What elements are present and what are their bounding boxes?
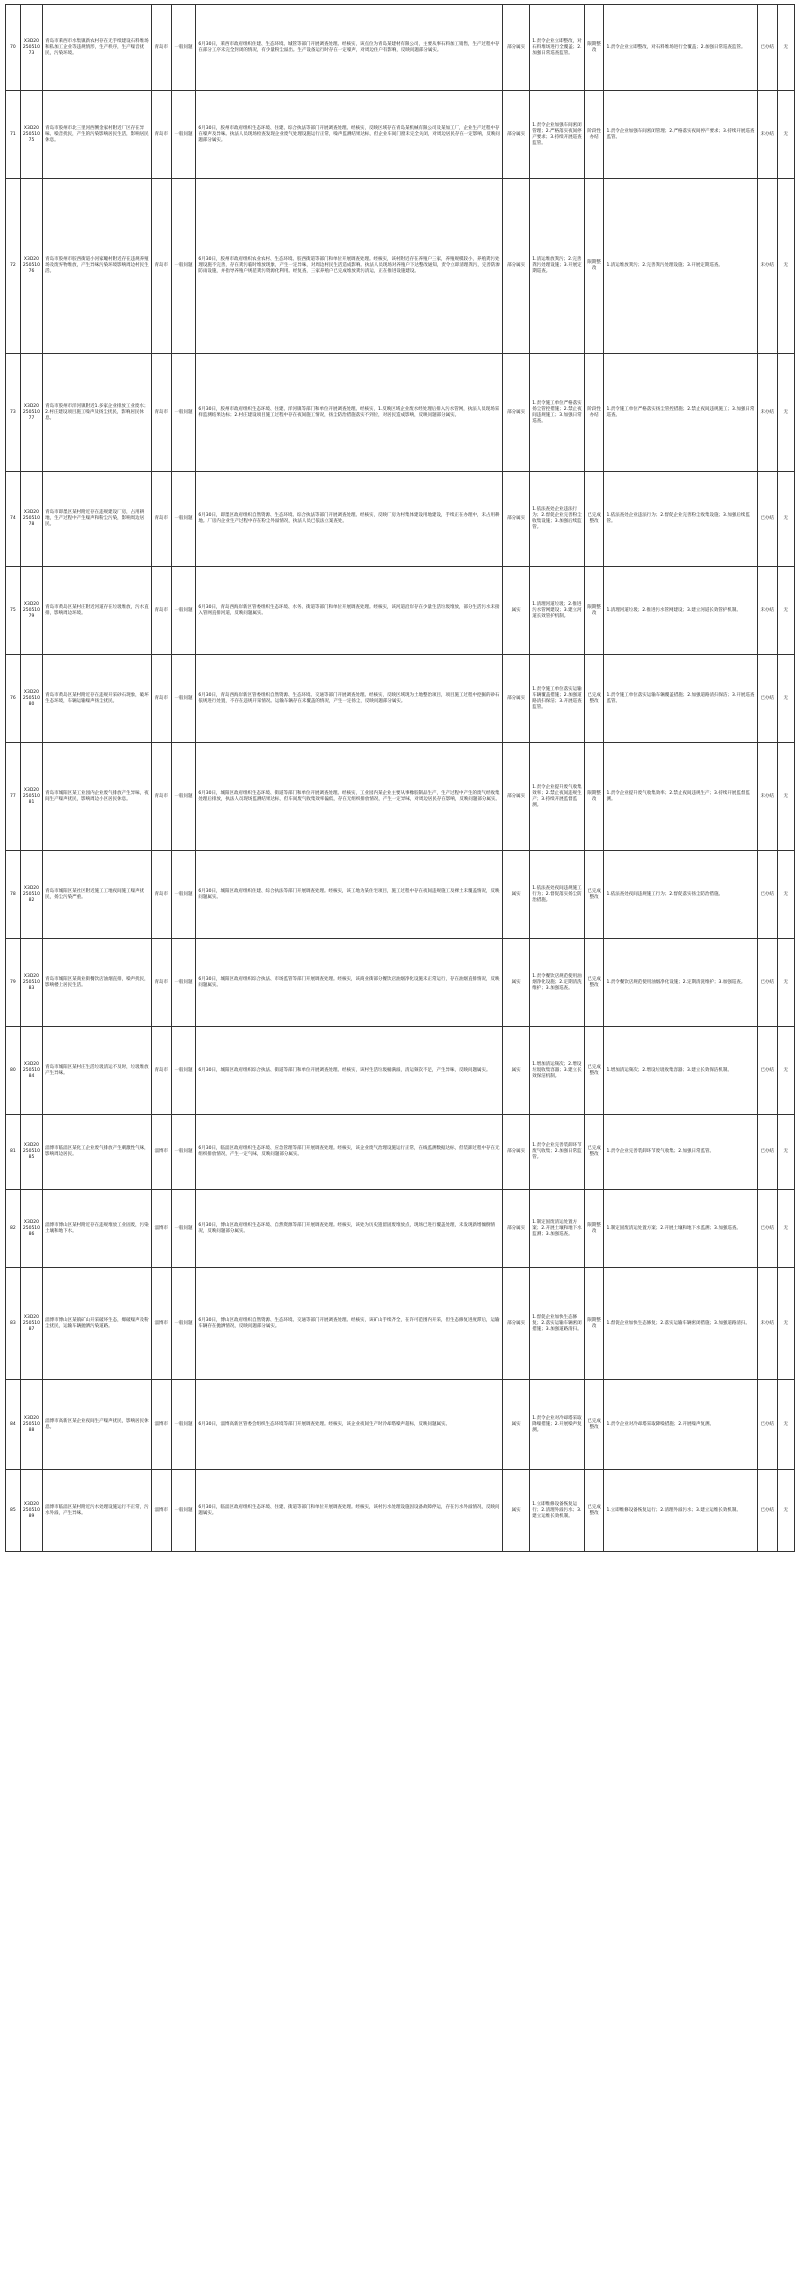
city-cell: 青岛市 (151, 567, 171, 655)
case-table (5, 4, 795, 1552)
rectification-target-cell: 1.责令企业立即整改，对石料堆场进行全覆盖；2.加强日常巡查监管。 (530, 5, 584, 91)
accountability-cell: 无 (777, 472, 794, 567)
result-status-cell: 已办结 (757, 472, 777, 567)
investigation-finding-cell: 6月30日，博山区政府组织自然资源、生态环境、交通等部门开展调查处理。经核实，该矿山手续齐全，在许可范围内开采，但生态修复进度滞后，运输车辆存在抛洒情况，反映问题部分属实。 (196, 1268, 503, 1380)
city-cell: 青岛市 (151, 851, 171, 939)
table-row (6, 1027, 795, 1115)
deadline-cell: 已完成整改 (584, 1380, 604, 1470)
table-row (6, 1380, 795, 1470)
row-number-cell: 73 (6, 354, 21, 472)
deadline-cell: 阶段性办结 (584, 91, 604, 179)
verdict-cell: 属实 (503, 1027, 530, 1115)
complaint-text-cell: 青岛市城阳区某工业园内企业废气排放产生异味，夜间生产噪声扰民，影响周边小区居民休息。 (43, 743, 152, 851)
row-number-cell: 72 (6, 179, 21, 354)
result-status-cell: 已办结 (757, 1027, 777, 1115)
result-status-cell: 未办结 (757, 567, 777, 655)
table-row (6, 1268, 795, 1380)
problem-type-cell: 一般问题 (171, 1190, 196, 1268)
accountability-cell: 无 (777, 743, 794, 851)
complaint-text-cell: 淄博市博山区某镇矿山开采破坏生态，爆破噪声及粉尘扰民，运输车辆抛洒污染道路。 (43, 1268, 152, 1380)
result-status-cell: 已办结 (757, 939, 777, 1027)
deadline-cell: 已完成整改 (584, 472, 604, 567)
verdict-cell: 属实 (503, 1470, 530, 1552)
complaint-text-cell: 青岛市胶州市洋河镇附近1.多家企业排放工业废水；2.村庄建设项目施工噪声及扬尘扰民，影响居民休息。 (43, 354, 152, 472)
rectification-measures-cell: 1.责令企业完善装卸环节废气收集；2.加强日常监管。 (604, 1115, 757, 1190)
investigation-finding-cell: 6月30日，城阳区政府组织综合执法、市场监管等部门开展调查处理。经核实，该商业街部分餐饮店油烟净化设施未正常运行，存在油烟直排情况，反映问题属实。 (196, 939, 503, 1027)
complaint-text-cell: 青岛市黄岛区某村附近存在违规开采砂石现象，破坏生态环境，车辆运输噪声扬尘扰民。 (43, 655, 152, 743)
table-row (6, 1115, 795, 1190)
rectification-target-cell: 1.清理河道垃圾；2.推进污水管网建设；3.建立河道长效管护机制。 (530, 567, 584, 655)
rectification-measures-cell: 1.立即维修设备恢复运行；2.清理外溢污水；3.建立运维长效机制。 (604, 1470, 757, 1552)
city-cell: 青岛市 (151, 1027, 171, 1115)
problem-type-cell: 一般问题 (171, 939, 196, 1027)
city-cell: 淄博市 (151, 1470, 171, 1552)
table-body (6, 5, 795, 1552)
problem-type-cell: 一般问题 (171, 179, 196, 354)
rectification-measures-cell: 1.依法查处夜间违规施工行为；2.督促落实扬尘防治措施。 (604, 851, 757, 939)
row-number-cell: 70 (6, 5, 21, 91)
verdict-cell: 属实 (503, 1380, 530, 1470)
table-row (6, 354, 795, 472)
deadline-cell: 限期整改 (584, 1268, 604, 1380)
case-id-cell: X3D2025051084 (20, 1027, 42, 1115)
case-id-cell: X3D2025051086 (20, 1190, 42, 1268)
case-id-cell: X3D2025051083 (20, 939, 42, 1027)
problem-type-cell: 一般问题 (171, 655, 196, 743)
rectification-measures-cell: 1.依法查处企业违法行为；2.督促企业完善粉尘收集设施；3.加强后续监管。 (604, 472, 757, 567)
deadline-cell: 已完成整改 (584, 851, 604, 939)
result-status-cell: 未办结 (757, 91, 777, 179)
problem-type-cell: 一般问题 (171, 472, 196, 567)
investigation-finding-cell: 6月30日，胶州市政府组织生态环境、住建、综合执法等部门开展调查处理。经核实，反映区域存在青岛某机械有限公司及某加工厂，企业生产过程中存在噪声及异味。执法人员现场检查发现企业废气处理设施运行正常，噪声监测结果达标，但企业车间门窗未完全关闭，对周边居民存在一定影响，反映问题部分属实。 (196, 91, 503, 179)
case-id-cell: X3D2025051089 (20, 1470, 42, 1552)
city-cell: 青岛市 (151, 91, 171, 179)
row-number-cell: 74 (6, 472, 21, 567)
city-cell: 青岛市 (151, 472, 171, 567)
problem-type-cell: 一般问题 (171, 1470, 196, 1552)
result-status-cell: 已办结 (757, 655, 777, 743)
accountability-cell: 无 (777, 1470, 794, 1552)
rectification-measures-cell: 1.清理河道垃圾；2.推进污水管网建设；3.建立河道长效管护机制。 (604, 567, 757, 655)
table-row (6, 179, 795, 354)
case-id-cell: X3D2025051087 (20, 1268, 42, 1380)
table-row (6, 655, 795, 743)
table-row (6, 5, 795, 91)
investigation-finding-cell: 6月30日，即墨区政府组织自然资源、生态环境、综合执法等部门开展调查处理。经核实，反映厂房为村集体建设用地建设，手续正在办理中，未占用耕地。厂房内企业生产过程中存在粉尘外溢情况，执法人员已依法立案查处。 (196, 472, 503, 567)
problem-type-cell: 一般问题 (171, 1027, 196, 1115)
table-row (6, 1190, 795, 1268)
verdict-cell: 部分属实 (503, 1190, 530, 1268)
problem-type-cell: 一般问题 (171, 354, 196, 472)
verdict-cell: 部分属实 (503, 655, 530, 743)
rectification-measures-cell: 1.责令企业对冷却塔采取降噪措施；2.开展噪声复测。 (604, 1380, 757, 1470)
result-status-cell: 已办结 (757, 1380, 777, 1470)
investigation-finding-cell: 6月30日，临淄区政府组织生态环境、住建、街道等部门和单位开展调查处理。经核实，该村污水处理设施因设备故障停运，存在污水外溢情况，反映问题属实。 (196, 1470, 503, 1552)
verdict-cell: 属实 (503, 567, 530, 655)
accountability-cell: 无 (777, 1027, 794, 1115)
row-number-cell: 84 (6, 1380, 21, 1470)
verdict-cell: 部分属实 (503, 1268, 530, 1380)
verdict-cell: 属实 (503, 851, 530, 939)
deadline-cell: 阶段性办结 (584, 354, 604, 472)
verdict-cell: 部分属实 (503, 743, 530, 851)
rectification-target-cell: 1.责令施工单位落实运输车辆覆盖措施；2.加强道路清扫保洁；3.开展巡查监管。 (530, 655, 584, 743)
rectification-measures-cell: 1.责令施工单位落实运输车辆覆盖措施；2.加强道路清扫保洁；3.开展巡查监管。 (604, 655, 757, 743)
city-cell: 青岛市 (151, 655, 171, 743)
table-row (6, 1470, 795, 1552)
result-status-cell: 未办结 (757, 1268, 777, 1380)
accountability-cell: 无 (777, 5, 794, 91)
complaint-text-cell: 青岛市黄岛区某村庄附近河道存在垃圾堆放，污水直排，影响周边环境。 (43, 567, 152, 655)
city-cell: 淄博市 (151, 1380, 171, 1470)
case-id-cell: X3D2025051076 (20, 179, 42, 354)
problem-type-cell: 一般问题 (171, 743, 196, 851)
city-cell: 青岛市 (151, 354, 171, 472)
complaint-text-cell: 青岛市莱西市水集镇新农村存在无手续建设石料堆场和私加工企业等违规情形，生产秩序，生产噪音扰民，污染环境。 (43, 5, 152, 91)
investigation-finding-cell: 6月30日，城阳区政府组织综合执法、街道等部门和单位开展调查处理。经核实，该村生活垃圾桶满溢，清运频次不足，产生异味，反映问题属实。 (196, 1027, 503, 1115)
result-status-cell: 已办结 (757, 1190, 777, 1268)
row-number-cell: 85 (6, 1470, 21, 1552)
case-id-cell: X3D2025051085 (20, 1115, 42, 1190)
complaint-text-cell: 青岛市城阳区某村庄生活垃圾清运不及时，垃圾堆放产生异味。 (43, 1027, 152, 1115)
rectification-target-cell: 1.增加清运频次；2.增设垃圾收集容器；3.建立长效保洁机制。 (530, 1027, 584, 1115)
problem-type-cell: 一般问题 (171, 851, 196, 939)
deadline-cell: 限期整改 (584, 743, 604, 851)
rectification-measures-cell: 1.增加清运频次；2.增设垃圾收集容器；3.建立长效保洁机制。 (604, 1027, 757, 1115)
accountability-cell: 无 (777, 1268, 794, 1380)
complaint-text-cell: 淄博市临淄区某村附近污水处理设施运行不正常，污水外溢，产生异味。 (43, 1470, 152, 1552)
complaint-text-cell: 青岛市即墨区某村附近存在违规建设厂房，占用耕地，生产过程中产生噪声和粉尘污染，影响周边居民。 (43, 472, 152, 567)
verdict-cell: 部分属实 (503, 91, 530, 179)
case-id-cell: X3D2025051077 (20, 354, 42, 472)
city-cell: 淄博市 (151, 1190, 171, 1268)
complaint-text-cell: 青岛市胶州市胶西街道小河家疃村附近存在违规养殖场及废弃物堆放，产生异味污染环境影响周边村民生活。 (43, 179, 152, 354)
rectification-target-cell: 1.责令企业提升废气收集效率；2.禁止夜间违规生产；3.持续开展监督监测。 (530, 743, 584, 851)
result-status-cell: 未办结 (757, 354, 777, 472)
case-id-cell: X3D2025051081 (20, 743, 42, 851)
result-status-cell: 已办结 (757, 5, 777, 91)
result-status-cell: 已办结 (757, 851, 777, 939)
problem-type-cell: 一般问题 (171, 5, 196, 91)
table-row (6, 567, 795, 655)
rectification-target-cell: 1.依法查处夜间违规施工行为；2.督促落实扬尘防治措施。 (530, 851, 584, 939)
problem-type-cell: 一般问题 (171, 1380, 196, 1470)
deadline-cell: 限期整改 (584, 5, 604, 91)
row-number-cell: 78 (6, 851, 21, 939)
complaint-text-cell: 青岛市城阳区某社区附近施工工地夜间施工噪声扰民，扬尘污染严重。 (43, 851, 152, 939)
city-cell: 青岛市 (151, 939, 171, 1027)
investigation-finding-cell: 6月30日，胶州市政府组织农业农村、生态环境、胶西街道等部门和单位开展调查处理。经核实，该村附近存在养殖户三家，养殖规模较小，养殖粪污处理设施不完善，存在粪污临时堆放现象，产生一定异味，对周边村民生活造成影响。执法人员现场对养殖户下达整改通知，责令立即清理粪污，完善防渗防雨设施，并指导养殖户规范粪污资源化利用。经复查，三家养殖户已完成堆放粪污清运，正在推进设施建设。 (196, 179, 503, 354)
deadline-cell: 限期整改 (584, 567, 604, 655)
rectification-measures-cell: 1.督促企业加快生态修复；2.落实运输车辆密闭措施；3.加强道路清扫。 (604, 1268, 757, 1380)
table-row (6, 91, 795, 179)
complaint-text-cell: 青岛市城阳区某商业街餐饮店油烟直排，噪声扰民，影响楼上居民生活。 (43, 939, 152, 1027)
table-row (6, 939, 795, 1027)
rectification-target-cell: 1.责令餐饮店规范使用油烟净化设施；2.定期清洗维护；3.加强巡查。 (530, 939, 584, 1027)
deadline-cell: 已完成整改 (584, 1470, 604, 1552)
row-number-cell: 79 (6, 939, 21, 1027)
rectification-measures-cell: 1.制定固废清运处置方案；2.开展土壤和地下水监测；3.加强巡查。 (604, 1190, 757, 1268)
rectification-measures-cell: 1.责令企业提升废气收集效率；2.禁止夜间违规生产；3.持续开展监督监测。 (604, 743, 757, 851)
investigation-finding-cell: 6月30日，胶州市政府组织生态环境、住建、洋河镇等部门和单位开展调查处理。经核实，1.反映区域企业废水经处理后排入污水管网，执法人员现场采样监测结果达标；2.村庄建设项目施工过程中存在夜间施工情况，扬尘防治措施落实不到位，对居民造成影响，反映问题部分属实。 (196, 354, 503, 472)
verdict-cell: 部分属实 (503, 354, 530, 472)
investigation-finding-cell: 6月30日，淄博高新区管委会组织生态环境等部门开展调查处理。经核实，该企业夜间生产时冷却塔噪声超标，反映问题属实。 (196, 1380, 503, 1470)
rectification-target-cell: 1.立即维修设备恢复运行；2.清理外溢污水；3.建立运维长效机制。 (530, 1470, 584, 1552)
accountability-cell: 无 (777, 567, 794, 655)
rectification-target-cell: 1.责令企业对冷却塔采取降噪措施；2.开展噪声复测。 (530, 1380, 584, 1470)
case-id-cell: X3D2025051079 (20, 567, 42, 655)
city-cell: 青岛市 (151, 743, 171, 851)
accountability-cell: 无 (777, 179, 794, 354)
row-number-cell: 75 (6, 567, 21, 655)
rectification-target-cell: 1.制定固废清运处置方案；2.开展土壤和地下水监测；3.加强巡查。 (530, 1190, 584, 1268)
rectification-measures-cell: 1.责令企业立即整改，对石料堆场进行全覆盖；2.加强日常巡查监管。 (604, 5, 757, 91)
accountability-cell: 无 (777, 1115, 794, 1190)
accountability-cell: 无 (777, 655, 794, 743)
investigation-finding-cell: 6月30日，城阳区政府组织生态环境、街道等部门和单位开展调查处理。经核实，工业园内某企业主要从事橡胶制品生产，生产过程中产生的废气经收集处理后排放，执法人员现场监测结果达标，但车间废气收集效率偏低，存在无组织排放情况，产生一定异味，对周边居民存在影响，反映问题部分属实。 (196, 743, 503, 851)
row-number-cell: 71 (6, 91, 21, 179)
problem-type-cell: 一般问题 (171, 567, 196, 655)
rectification-target-cell: 1.依法查处企业违法行为；2.督促企业完善粉尘收集设施；3.加强后续监管。 (530, 472, 584, 567)
deadline-cell: 已完成整改 (584, 655, 604, 743)
investigation-finding-cell: 6月30日，莱西市政府组织住建、生态环境、城管等部门开展调查处理。经核实，该点位为青岛某建材有限公司，主要从事石料加工销售，生产过程中存在部分工序未完全封闭的情况，有少量粉尘溢出。生产设备运行时存在一定噪声，对周边住户有影响，反映问题部分属实。 (196, 5, 503, 91)
accountability-cell: 无 (777, 1190, 794, 1268)
table-row (6, 743, 795, 851)
row-number-cell: 83 (6, 1268, 21, 1380)
verdict-cell: 属实 (503, 939, 530, 1027)
investigation-finding-cell: 6月30日，城阳区政府组织住建、综合执法等部门开展调查处理。经核实，该工地为某住宅项目，施工过程中存在夜间违规施工及裸土未覆盖情况，反映问题属实。 (196, 851, 503, 939)
result-status-cell: 未办结 (757, 743, 777, 851)
case-id-cell: X3D2025051082 (20, 851, 42, 939)
verdict-cell: 部分属实 (503, 472, 530, 567)
complaint-text-cell: 淄博市临淄区某化工企业废气排放产生刺激性气味，影响周边居民。 (43, 1115, 152, 1190)
problem-type-cell: 一般问题 (171, 91, 196, 179)
rectification-measures-cell: 1.责令企业加强车间密闭管理；2.严格落实夜间停产要求；3.持续开展巡查监管。 (604, 91, 757, 179)
city-cell: 青岛市 (151, 179, 171, 354)
result-status-cell: 已办结 (757, 1470, 777, 1552)
case-id-cell: X3D2025051075 (20, 91, 42, 179)
case-id-cell: X3D2025051073 (20, 5, 42, 91)
row-number-cell: 82 (6, 1190, 21, 1268)
row-number-cell: 80 (6, 1027, 21, 1115)
accountability-cell: 无 (777, 91, 794, 179)
investigation-finding-cell: 6月30日，青岛西海岸新区管委组织生态环境、水务、街道等部门和单位开展调查处理。经核实，该河道沿岸存在少量生活垃圾堆放，部分生活污水未接入管网直排河道，反映问题属实。 (196, 567, 503, 655)
row-number-cell: 81 (6, 1115, 21, 1190)
accountability-cell: 无 (777, 354, 794, 472)
case-id-cell: X3D2025051080 (20, 655, 42, 743)
problem-type-cell: 一般问题 (171, 1268, 196, 1380)
rectification-measures-cell: 1.清运堆放粪污；2.完善粪污处理设施；3.开展定期巡查。 (604, 179, 757, 354)
result-status-cell: 未办结 (757, 179, 777, 354)
deadline-cell: 已完成整改 (584, 1115, 604, 1190)
rectification-target-cell: 1.责令企业完善装卸环节废气收集；2.加强日常监管。 (530, 1115, 584, 1190)
rectification-target-cell: 1.清运堆放粪污；2.完善粪污处理设施；3.开展定期巡查。 (530, 179, 584, 354)
verdict-cell: 部分属实 (503, 5, 530, 91)
result-status-cell: 已办结 (757, 1115, 777, 1190)
complaint-text-cell: 淄博市博山区某村附近存在违规堆放工业固废，污染土壤和地下水。 (43, 1190, 152, 1268)
row-number-cell: 76 (6, 655, 21, 743)
deadline-cell: 已完成整改 (584, 1027, 604, 1115)
investigation-finding-cell: 6月30日，博山区政府组织生态环境、自然资源等部门开展调查处理。经核实，该处为历史遗留固废堆放点，现场已进行覆盖处理，未发现新增倾倒情况，反映问题部分属实。 (196, 1190, 503, 1268)
row-number-cell: 77 (6, 743, 21, 851)
deadline-cell: 限期整改 (584, 1190, 604, 1268)
problem-type-cell: 一般问题 (171, 1115, 196, 1190)
rectification-measures-cell: 1.责令施工单位严格落实扬尘管控措施；2.禁止夜间违规施工；3.加强日常巡查。 (604, 354, 757, 472)
table-row (6, 851, 795, 939)
city-cell: 淄博市 (151, 1268, 171, 1380)
deadline-cell: 限期整改 (584, 179, 604, 354)
deadline-cell: 已完成整改 (584, 939, 604, 1027)
city-cell: 淄博市 (151, 1115, 171, 1190)
investigation-finding-cell: 6月30日，临淄区政府组织生态环境、应急管理等部门开展调查处理。经核实，该企业废气治理设施运行正常，在线监测数据达标，但装卸过程中存在无组织排放情况，产生一定气味，反映问题部分属实。 (196, 1115, 503, 1190)
rectification-measures-cell: 1.责令餐饮店规范使用油烟净化设施；2.定期清洗维护；3.加强巡查。 (604, 939, 757, 1027)
city-cell: 青岛市 (151, 5, 171, 91)
rectification-target-cell: 1.督促企业加快生态修复；2.落实运输车辆密闭措施；3.加强道路清扫。 (530, 1268, 584, 1380)
accountability-cell: 无 (777, 1380, 794, 1470)
investigation-finding-cell: 6月30日，青岛西海岸新区管委组织自然资源、生态环境、交通等部门开展调查处理。经核实，反映区域现为土地整治项目，项目施工过程中挖掘的砂石依规进行处置，不存在违规开采情况。运输车辆存在未覆盖的情况，产生一定扬尘，反映问题部分属实。 (196, 655, 503, 743)
table-row (6, 472, 795, 567)
case-id-cell: X3D2025051078 (20, 472, 42, 567)
rectification-target-cell: 1.责令企业加强车间密闭管理；2.严格落实夜间停产要求；3.持续开展巡查监管。 (530, 91, 584, 179)
complaint-text-cell: 淄博市高新区某企业夜间生产噪声扰民，影响居民休息。 (43, 1380, 152, 1470)
accountability-cell: 无 (777, 939, 794, 1027)
rectification-target-cell: 1.责令施工单位严格落实扬尘管控措施；2.禁止夜间违规施工；3.加强日常巡查。 (530, 354, 584, 472)
accountability-cell: 无 (777, 851, 794, 939)
case-id-cell: X3D2025051088 (20, 1380, 42, 1470)
complaint-text-cell: 青岛市胶州市北三里河西侧金家村附近厂区存在异味、噪音扰民，产生的污染影响居民生活，影响居民休息。 (43, 91, 152, 179)
verdict-cell: 部分属实 (503, 1115, 530, 1190)
verdict-cell: 部分属实 (503, 179, 530, 354)
